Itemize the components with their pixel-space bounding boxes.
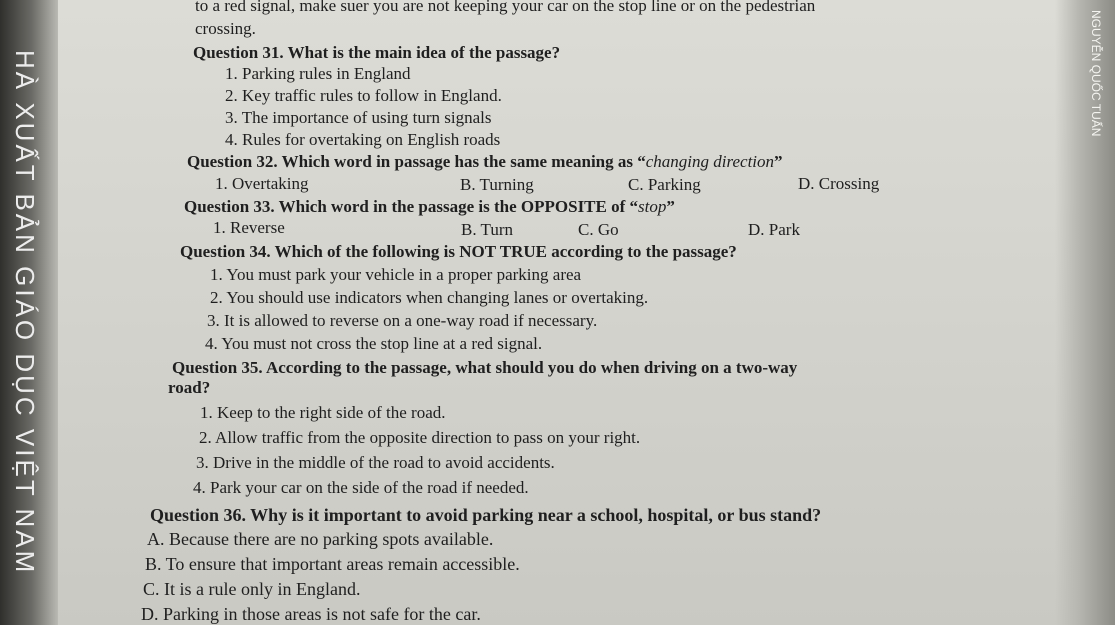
- question-34-option-4: 4. You must not cross the stop line at a red signal.: [205, 334, 543, 353]
- question-35-option-1: 1. Keep to the right side of the road.: [200, 403, 446, 422]
- question-31-option-2: 2. Key traffic rules to follow in England.: [225, 86, 502, 105]
- question-32-option-1: 1. Overtaking: [215, 174, 309, 193]
- question-34-option-2: 2. You should use indicators when changing lanes or overtaking.: [210, 288, 649, 307]
- question-33-option-3: C. Go: [578, 220, 619, 239]
- question-35-option-2: 2. Allow traffic from the opposite direction to pass on your right.: [199, 428, 641, 447]
- question-32-option-4: D. Crossing: [798, 174, 880, 193]
- author-spine-text: NGUYỄN QUỐC TUẤN: [1089, 10, 1103, 137]
- question-32-title: Question 32. Which word in passage has the same meaning as “changing direction”: [187, 152, 783, 171]
- question-35-title-line-1: Question 35. According to the passage, what should you do when driving on a two-way: [172, 358, 798, 377]
- question-35-title-line-2: road?: [168, 378, 211, 397]
- question-34-option-1: 1. You must park your vehicle in a proper parking area: [210, 265, 582, 284]
- question-33-option-1: 1. Reverse: [213, 218, 285, 237]
- question-36-option-b: B. To ensure that important areas remain accessible.: [145, 554, 520, 574]
- question-34-option-3: 3. It is allowed to reverse on a one-way road if necessary.: [207, 311, 598, 330]
- question-35-option-4: 4. Park your car on the side of the road if needed.: [193, 478, 529, 497]
- passage-end-line-2: crossing.: [195, 19, 256, 38]
- passage-end-line-1: to a red signal, make suer you are not keeping your car on the stop line or on the pedestrian: [195, 0, 816, 15]
- question-32-option-3: C. Parking: [628, 175, 701, 194]
- question-36-option-d: D. Parking in those areas is not safe for the car.: [141, 604, 481, 624]
- question-31-option-1: 1. Parking rules in England: [225, 64, 411, 83]
- question-36-title: Question 36. Why is it important to avoid parking near a school, hospital, or bus stand?: [150, 505, 822, 525]
- question-33-option-2: B. Turn: [461, 220, 513, 239]
- question-35-option-3: 3. Drive in the middle of the road to avoid accidents.: [196, 453, 555, 472]
- question-36-option-a: A. Because there are no parking spots available.: [147, 529, 494, 549]
- book-spine-right: [1055, 0, 1115, 625]
- question-33-title: Question 33. Which word in the passage is the OPPOSITE of “stop”: [184, 197, 675, 216]
- question-31-title: Question 31. What is the main idea of the passage?: [193, 43, 561, 62]
- question-36-option-c: C. It is a rule only in England.: [143, 579, 361, 599]
- publisher-spine-text: HÀ XUẤT BẢN GIÁO DỤC VIỆT NAM: [10, 49, 40, 576]
- question-31-option-4: 4. Rules for overtaking on English roads: [225, 130, 501, 149]
- question-34-title: Question 34. Which of the following is NOT TRUE according to the passage?: [180, 242, 737, 261]
- question-33-option-4: D. Park: [748, 220, 800, 239]
- question-32-option-2: B. Turning: [460, 175, 534, 194]
- question-31-option-3: 3. The importance of using turn signals: [225, 108, 492, 127]
- book-spine-left: [0, 0, 58, 625]
